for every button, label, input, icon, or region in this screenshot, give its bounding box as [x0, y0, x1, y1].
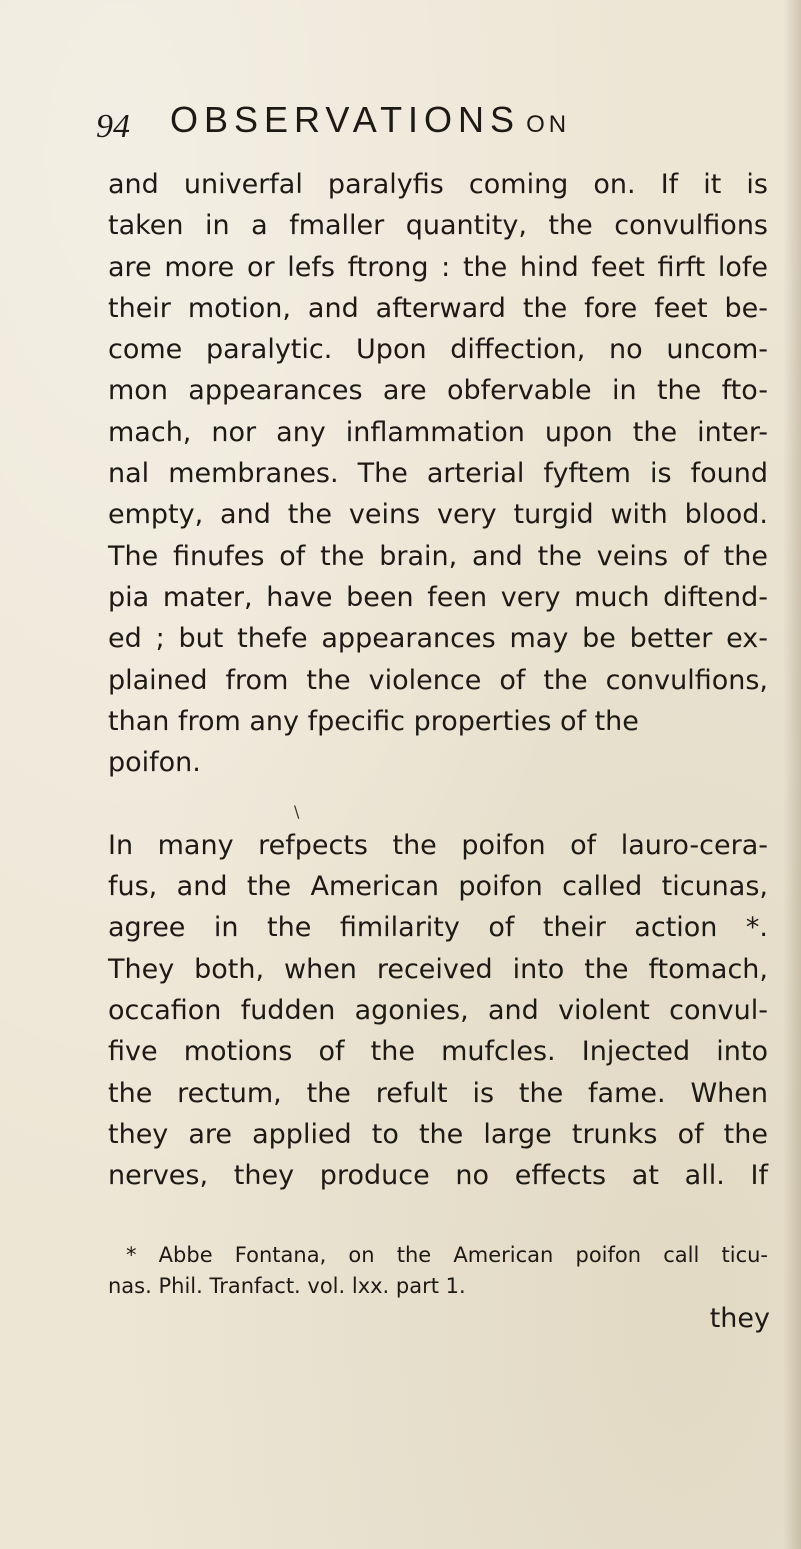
footnote-line: nas. Phil. Tranfact. vol. lxx. part 1.	[108, 1274, 466, 1298]
text-line: nerves, they produce no effects at all. If	[108, 1160, 768, 1192]
text-line: are more or lefs ftrong : the hind feet firft lofe	[108, 251, 768, 283]
text-line: and univerfal paralyfis coming on. If it is	[108, 169, 768, 200]
page-edge-shadow	[783, 0, 801, 1549]
text-line: The finufes of the brain, and the veins of the	[108, 540, 768, 572]
text-line: taken in a fmaller quantity, the convulfions	[108, 210, 768, 242]
body-text	[108, 164, 768, 1196]
text-line: occafion fudden agonies, and violent convul-	[108, 994, 768, 1026]
text-line: nal membranes. The arterial fyftem is found	[108, 458, 768, 490]
text-line: agree in the fimilarity of their action *.	[108, 912, 768, 944]
catchword: they	[709, 1303, 770, 1334]
text-line: In many refpects the poifon of lauro-cera-	[108, 829, 768, 861]
text-line: ed ; but thefe appearances may be better ex-	[108, 623, 768, 655]
text-line: fus, and the American poifon called ticunas,	[108, 871, 768, 903]
page-number: 94	[96, 108, 130, 145]
text-line: come paralytic. Upon diffection, no uncom-	[108, 334, 768, 366]
text-line: mach, nor any inflammation upon the inter-	[108, 416, 768, 448]
page-header	[96, 100, 736, 150]
gap-mark: \	[294, 802, 300, 822]
running-head-title: OBSERVATIONS	[170, 99, 521, 140]
text-line: pia mater, have been feen very much diftend-	[108, 581, 768, 613]
text-line: five motions of the mufcles. Injected into	[108, 1036, 768, 1068]
text-line: mon appearances are obfervable in the fto-	[108, 375, 768, 407]
text-line: their motion, and afterward the fore feet be-	[108, 292, 768, 324]
text-line: they are applied to the large trunks of the	[108, 1118, 768, 1150]
text-line: plained from the violence of the convulfions,	[108, 664, 768, 696]
running-head	[170, 100, 570, 145]
paragraph-gap	[108, 783, 768, 824]
text-line: than from any fpecific properties of the	[108, 705, 639, 737]
running-head-small: ON	[526, 111, 571, 138]
text-line: They both, when received into the ftomach,	[108, 953, 768, 985]
text-line: poifon.	[108, 747, 201, 779]
footnote	[108, 1240, 768, 1302]
text-line: empty, and the veins very turgid with blood.	[108, 499, 768, 531]
footnote-line: * Abbe Fontana, on the American poifon call ticu-	[126, 1243, 768, 1267]
text-line: the rectum, the refult is the fame. When	[108, 1077, 768, 1109]
